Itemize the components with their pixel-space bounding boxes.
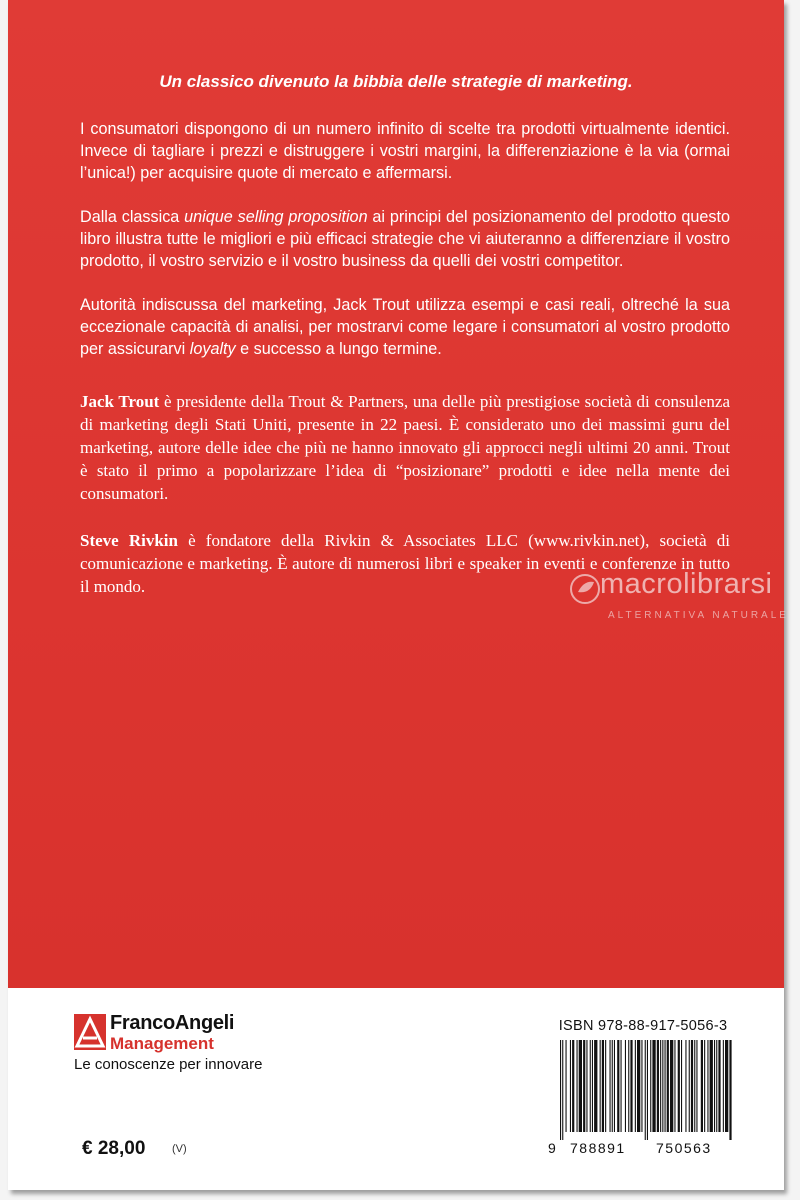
barcode-digits-right: 750563 [656,1140,712,1156]
barcode-bar [621,1040,622,1132]
barcode-bar [579,1040,582,1132]
description-text: ai principi del posizionamento del prodotto questo libro illustra tutte le migliori e più efficaci strategie che vi aiuteranno a differenziare il vostro prodotto, il vostro servizio e il vostro business da quelli dei vostri competitor. [80,208,731,270]
description-paragraph-3 [80,294,730,360]
watermark-name: macrolibrarsi [600,568,773,600]
barcode-bar [667,1040,669,1132]
barcode-bar [670,1040,673,1132]
barcode-bar [716,1040,717,1132]
barcode-bar [647,1040,648,1140]
barcode-bar [710,1040,713,1132]
barcode-bar [704,1040,705,1132]
barcode-bar [657,1040,659,1132]
description-text: Autorità indiscussa del marketing, Jack Trout utilizza esempi e casi reali, oltreché la sua eccezionale capacità di analisi, per mostrarvi come legare i consumatori al vostro prodotto per assicurarvi [80,296,730,358]
barcode-bar [570,1040,571,1132]
barcode-bar [707,1040,708,1132]
barcode-digit-prefix: 9 [548,1140,558,1156]
barcode-icon [558,1040,734,1140]
leaf-icon [568,572,602,606]
publisher-name: FrancoAngeli [110,1012,235,1034]
description-paragraph-2 [80,206,730,272]
barcode-bar [650,1040,651,1132]
barcode-bar [678,1040,680,1132]
barcode-bar [560,1040,561,1140]
francoangeli-logo-icon [74,1014,106,1050]
barcode-bar [562,1040,563,1140]
barcode-bar [665,1040,666,1132]
price: € 28,00 [82,1138,146,1159]
book-back-cover [8,0,789,1190]
barcode-bar [725,1040,728,1132]
barcode-bar [612,1040,613,1132]
barcode-bar [617,1040,619,1132]
barcode-bar [628,1040,629,1132]
barcode-bar [662,1040,663,1132]
barcode-bar [637,1040,640,1132]
barcode-bar [577,1040,578,1132]
barcode-bar [590,1040,591,1132]
barcode-bar [701,1040,703,1132]
barcode-bar [674,1040,675,1132]
barcode-bar [583,1040,585,1132]
author-name: Steve Rivkin [80,531,178,550]
barcode-bar [718,1040,720,1132]
description-text: I consumatori dispongono di un numero infinito di scelte tra prodotti virtualmente identici. Invece di tagliare i prezzi e distruggere i vostri margini, la differenziazione è la via (ormai l’unica!) per acquisire quote di mercato e affermarsi. [80,120,730,182]
barcode-bar [691,1040,693,1132]
publisher-series: Management [110,1034,214,1053]
author-bio-jack-trout [80,390,730,505]
barcode-bar [652,1040,655,1132]
price-note: (V) [172,1143,187,1155]
description-text: Dalla classica [80,208,185,226]
barcode-bar [681,1040,682,1132]
tagline: Un classico divenuto la bibbia delle strategie di marketing. [159,72,633,91]
barcode-bar [625,1040,626,1132]
barcode-bar [694,1040,695,1132]
barcode-bar [614,1040,615,1132]
barcode-bar [610,1040,611,1132]
barcode-bar [605,1040,606,1132]
barcode-bar [689,1040,690,1132]
publisher-block [74,1014,334,1084]
publisher-slogan: Le conoscenze per innovare [74,1056,263,1073]
red-text-panel [8,0,789,988]
watermark-subtitle: ALTERNATIVA NATURALE [608,610,789,621]
description-emphasis: loyalty [189,340,236,358]
barcode-bar [602,1040,604,1132]
barcode-bar [714,1040,715,1132]
author-bio-text: è presidente della Trout & Partners, una delle più prestigiose società di consulenza di marketing degli Stati Uniti, presente in 22 paesi. È considerato uno dei massimi guru del marketing, autore delle idee che più ne hanno innovato gli approcci negli ultimi 20 anni. Trout è stato il primo a popolarizzare l’idea di “posizionare” prodotti e idee nella mente dei consumatori. [80,392,731,503]
barcode-bar [660,1040,661,1132]
barcode-bar [729,1040,731,1140]
isbn-label: ISBN 978-88-917-5056-3 [558,1018,728,1034]
barcode-digits-left: 788891 [570,1140,626,1156]
barcode-bar [696,1040,697,1132]
barcode-bar [600,1040,601,1132]
barcode-bar [592,1040,593,1132]
barcode-bar [594,1040,597,1132]
barcode-bar [645,1040,646,1140]
barcode-bar [685,1040,686,1132]
barcode-bar [586,1040,587,1132]
barcode-bar [566,1040,567,1132]
macrolibrarsi-watermark [568,562,798,632]
description-text: e successo a lungo termine. [235,340,442,358]
barcode-bar [723,1040,724,1132]
description-paragraph-1 [80,118,730,184]
barcode-bar [572,1040,574,1132]
barcode-block [548,1018,738,1158]
author-bio-text: è fondatore della Rivkin & Associates LLC (www.rivkin.net), società di comunicazione e marketing. È autore di numerosi libri e speaker in eventi e conferenze in tutto il mondo. [80,531,731,596]
barcode-bar [630,1040,632,1132]
description-emphasis: unique selling proposition [184,208,368,226]
barcode-bar [641,1040,642,1132]
author-name: Jack Trout [80,392,160,411]
barcode-bar [635,1040,636,1132]
